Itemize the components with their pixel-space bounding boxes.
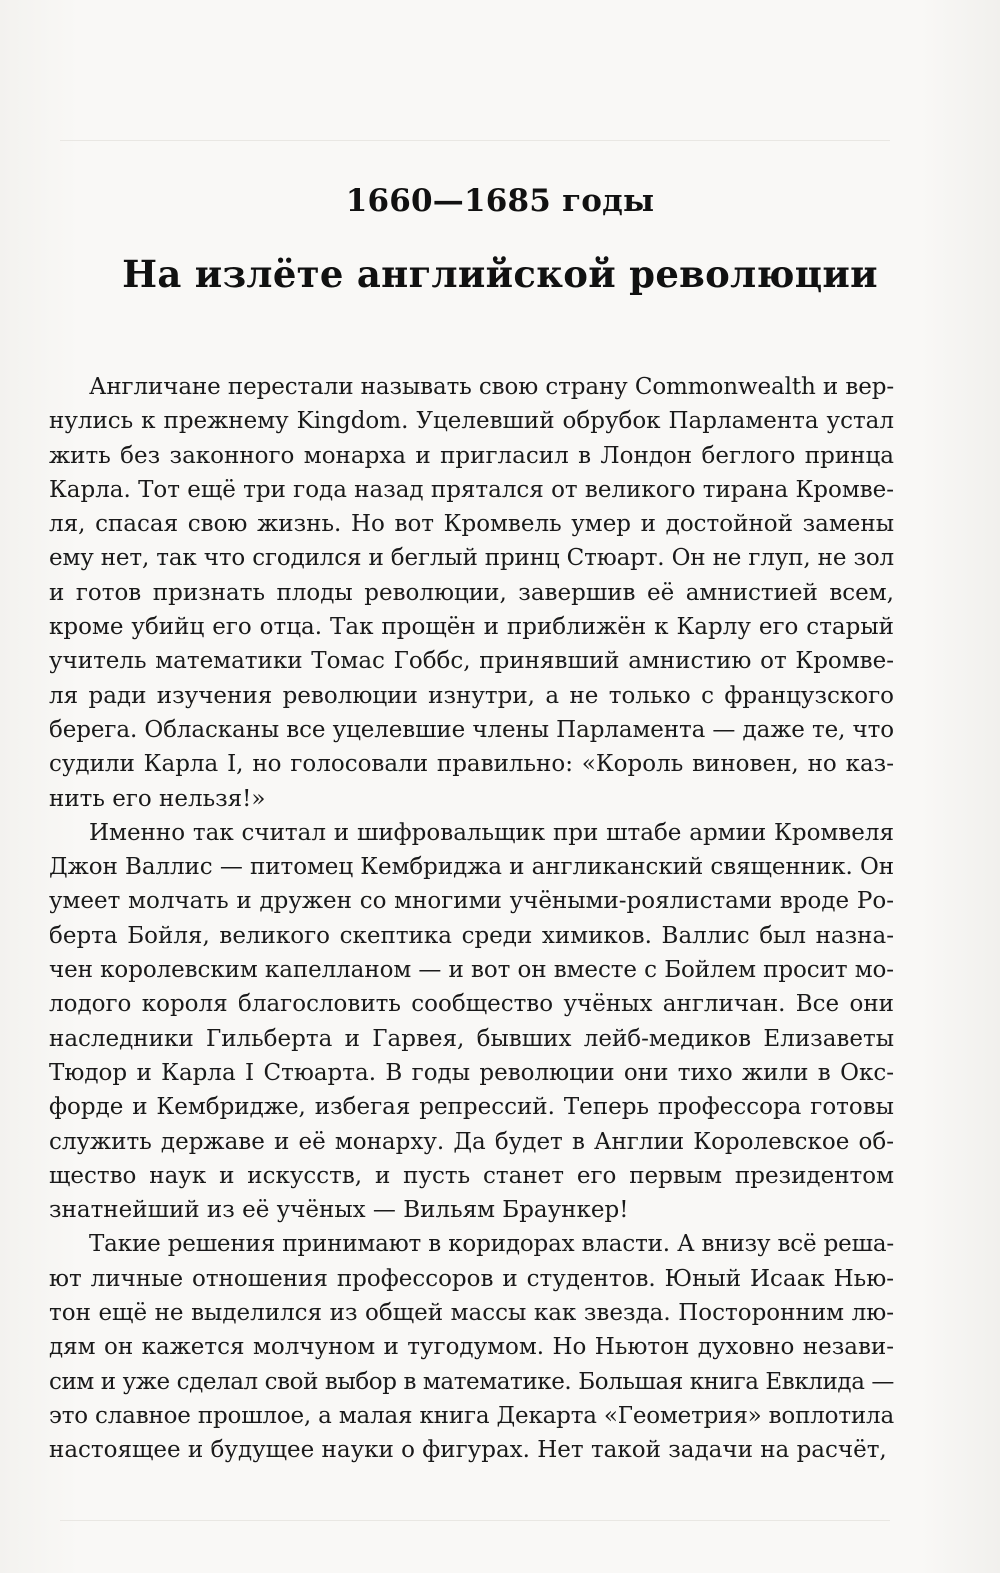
text-line: лодого короля благословить сообщество учёных англичан. Все они [49,991,894,1018]
text-line: берта Бойля, великого скептика среди химиков. Валлис был назна- [49,922,894,949]
text-line: настоящее и будущее науки о фигурах. Нет такой задачи на расчёт, [49,1437,887,1464]
text-line: знатнейший из её учёных — Вильям Браункер! [49,1197,629,1224]
text-line: ему нет, так что сгодился и беглый принц Стюарт. Он не глуп, не зол [49,545,894,572]
text-line: щество наук и искусств, и пусть станет его первым президентом [49,1162,894,1189]
text-line: Джон Валлис — питомец Кембриджа и англиканский священник. Он [49,854,894,881]
text-line: и готов признать плоды революции, завершив её амнистией всем, [49,579,894,606]
chapter-body [49,370,894,1468]
text-line: служить державе и её монарху. Да будет в Англии Королевское об- [49,1128,894,1155]
text-line: Именно так считал и шифровальщик при штабе армии Кромвеля [89,819,894,846]
bleed-through-shadow [60,1520,890,1521]
text-line: наследники Гильберта и Гарвея, бывших лейб-медиков Елизаветы [49,1025,894,1052]
text-line: нулись к прежнему Kingdom. Уцелевший обрубок Парламента устал [49,408,894,435]
text-line: Карла. Тот ещё три года назад прятался от великого тирана Кромве- [49,476,894,503]
paragraph [49,1227,894,1467]
paragraph [49,370,894,816]
chapter-title: На излёте английской революции [122,252,878,296]
text-line: дям он кажется молчуном и тугодумом. Но Ньютон духовно незави- [49,1334,894,1361]
text-line: тон ещё не выделился из общей массы как звезда. Посторонним лю- [49,1300,894,1327]
bleed-through-shadow [60,140,890,141]
text-line: сим и уже сделал свой выбор в математике. Большая книга Евклида — [49,1368,894,1395]
text-line: форде и Кембридже, избегая репрессий. Теперь профессора готовы [49,1094,894,1121]
text-line: берега. Обласканы все уцелевшие члены Парламента — даже те, что [49,716,894,743]
chapter-years: 1660—1685 годы [345,183,655,219]
text-line: судили Карла I, но голосовали правильно: «Король виновен, но каз- [49,751,894,778]
text-line: жить без законного монарха и пригласил в Лондон беглого принца [49,442,894,469]
text-line: нить его нельзя!» [49,785,266,812]
text-line: это славное прошлое, а малая книга Декарта «Геометрия» воплотила [49,1402,894,1429]
text-line: Тюдор и Карла I Стюарта. В годы революции они тихо жили в Окс- [49,1059,894,1086]
text-line: ют личные отношения профессоров и студентов. Юный Исаак Нью- [49,1265,894,1292]
text-line: ля ради изучения революции изнутри, а не только с французского [49,682,894,709]
text-line: умеет молчать и дружен со многими учёными-роялистами вроде Ро- [49,888,894,915]
paragraph [49,816,894,1228]
text-line: кроме убийц его отца. Так прощён и приближён к Карлу его старый [49,614,894,641]
text-line: Англичане перестали называть свою страну Commonwealth и вер- [89,374,894,400]
text-line: Такие решения принимают в коридорах власти. А внизу всё реша- [89,1231,894,1258]
text-line: учитель математики Томас Гоббс, принявший амнистию от Кромве- [49,648,894,675]
text-line: чен королевским капелланом — и вот он вместе с Бойлем просит мо- [49,957,894,984]
text-line: ля, спасая свою жизнь. Но вот Кромвель умер и достойной замены [49,511,894,538]
